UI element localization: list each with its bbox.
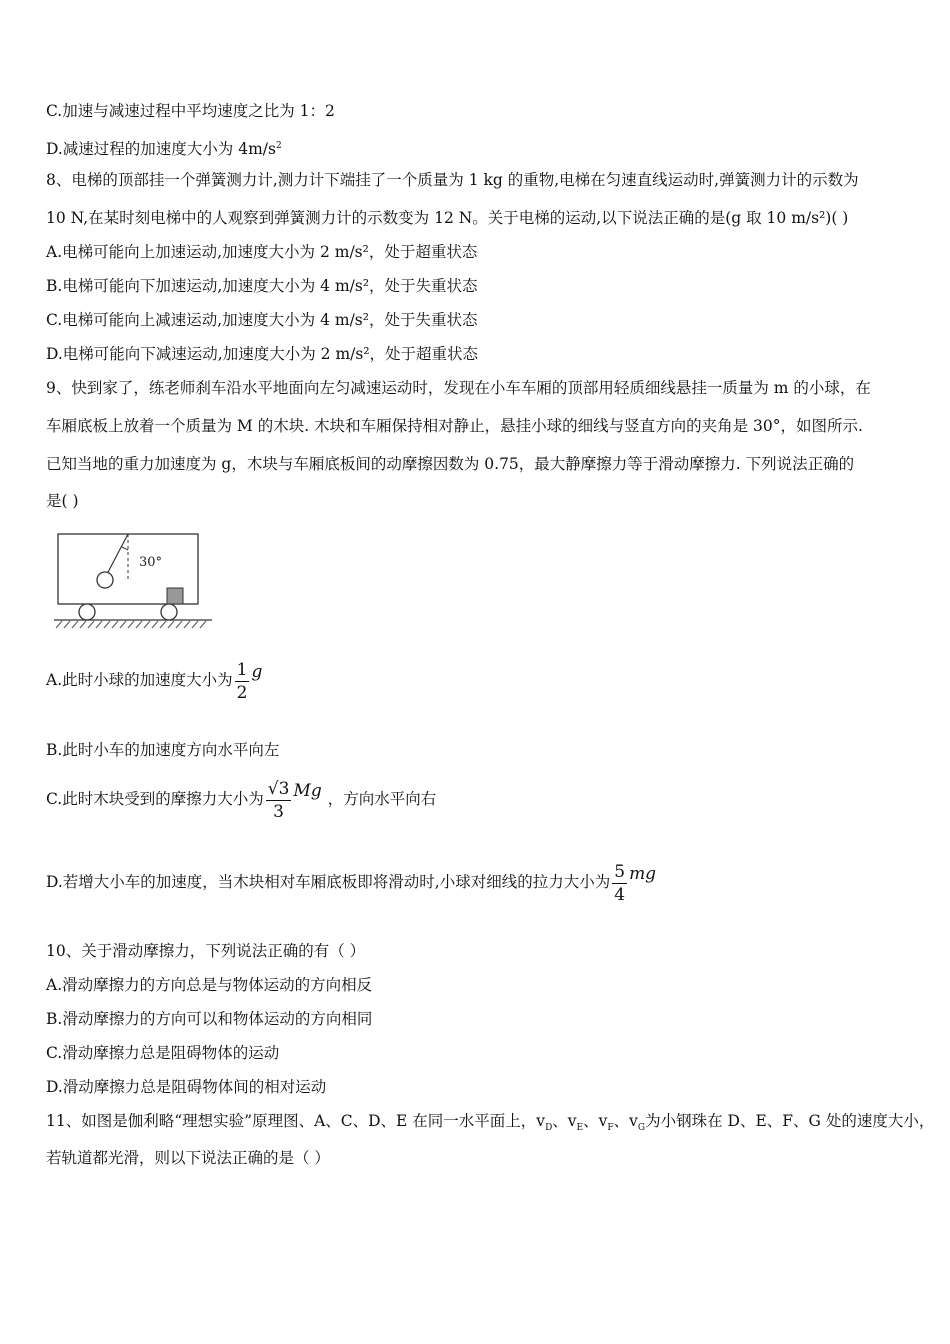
q8-option-b: B.电梯可能向下加速运动,加速度大小为 4 m/s²，处于失重状态 [46, 277, 478, 295]
variable-mg: Mg [293, 781, 322, 801]
denominator: 4 [614, 884, 626, 905]
q10-option-b: B.滑动摩擦力的方向可以和物体运动的方向相同 [46, 1010, 373, 1028]
q10-option-a: A.滑动摩擦力的方向总是与物体运动的方向相反 [46, 976, 373, 994]
q9-option-a-text: A.此时小球的加速度大小为 [46, 671, 233, 689]
q11-stem-line1: 11、如图是伽利略“理想实验”原理图、A、C、D、E 在同一水平面上，$v_D$、$v_E$、$v_F$、$v_G$为小钢珠在 D、E、F、G 处的速度大小， [46, 1112, 935, 1134]
q7-option-c: C.加速与减速过程中平均速度之比为 1：2 [46, 102, 335, 120]
q9-option-c-text: C.此时木块受到的摩擦力大小为 [46, 790, 264, 808]
numerator: √3 [267, 778, 290, 799]
q10-stem: 10、关于滑动摩擦力，下列说法正确的有（ ） [46, 942, 366, 960]
q9-option-b: B.此时小车的加速度方向水平向左 [46, 741, 280, 759]
radicand: 3 [278, 778, 290, 799]
q10-option-c: C.滑动摩擦力总是阻碍物体的运动 [46, 1044, 280, 1062]
q11-stem-line2: 若轨道都光滑，则以下说法正确的是（ ） [46, 1149, 330, 1167]
denominator: 2 [236, 682, 248, 703]
numerator: 1 [236, 659, 248, 680]
q9-option-d [46, 856, 656, 908]
subscript-f: F [607, 1123, 614, 1134]
variable-mg: mg [629, 864, 657, 884]
q9-stem-line2: 车厢底板上放着一个质量为 M 的木块. 木块和车厢保持相对静止，悬挂小球的细线与竖直方向的夹角是 30°，如图所示. [46, 417, 863, 435]
fraction-one-half [235, 659, 250, 704]
q8-stem-line2: 10 N,在某时刻电梯中的人观察到弹簧测力计的示数变为 12 N。关于电梯的运动,以下说法正确的是(g 取 10 m/s²)( ) [46, 209, 849, 227]
q9-option-a [46, 656, 262, 704]
q11-stem-pre: 11、如图是伽利略“理想实验”原理图、A、C、D、E 在同一水平面上，v [46, 1112, 546, 1130]
q8-stem-line1: 8、电梯的顶部挂一个弹簧测力计,测力计下端挂了一个质量为 1 kg 的重物,电梯在匀速直线运动时,弹簧测力计的示数为 [46, 171, 859, 189]
q9-option-d-text: D.若增大小车的加速度，当木块相对车厢底板即将滑动时,小球对细线的拉力大小为 [46, 873, 611, 891]
q10-option-d: D.滑动摩擦力总是阻碍物体间的相对运动 [46, 1078, 327, 1096]
q7-option-d-text: D.减速过程的加速度大小为 4m/s [46, 140, 276, 159]
q11-stem-post: 为小钢珠在 D、E、F、G 处的速度大小， [645, 1112, 935, 1130]
left-wheel [79, 604, 95, 620]
denominator: 3 [273, 801, 284, 822]
fraction-five-fourths [612, 861, 627, 906]
ground-hatching [56, 621, 206, 628]
hanging-ball [97, 572, 113, 588]
q9-option-c [46, 773, 436, 825]
wooden-block [167, 588, 183, 604]
subscript-e: E [576, 1123, 584, 1134]
q9-cart-figure [50, 530, 215, 632]
right-wheel [161, 604, 177, 620]
subscript-g: G [637, 1123, 646, 1134]
q9-stem-line4: 是( ) [46, 492, 79, 510]
pendulum-string [106, 534, 128, 576]
superscript: 2 [275, 141, 282, 151]
angle-label: 30° [139, 555, 163, 570]
q9-option-c-tail: ，方向水平向右 [327, 790, 437, 808]
subscript-d: D [545, 1123, 553, 1134]
angle-arc [122, 547, 128, 550]
variable-g: g [251, 662, 263, 682]
numerator: 5 [614, 861, 626, 882]
q8-option-a: A.电梯可能向上加速运动,加速度大小为 2 m/s²，处于超重状态 [46, 243, 478, 261]
q8-option-d: D.电梯可能向下减速运动,加速度大小为 2 m/s²，处于超重状态 [46, 345, 479, 363]
q9-stem-line1: 9、快到家了，练老师刹车沿水平地面向左匀减速运动时，发现在小车车厢的顶部用轻质细线悬挂一质量为 m 的小球，在 [46, 379, 871, 397]
q7-option-d [46, 136, 282, 159]
q9-stem-line3: 已知当地的重力加速度为 g，木块与车厢底板间的动摩擦因数为 0.75，最大静摩擦力等于滑动摩擦力. 下列说法正确的 [46, 455, 855, 473]
fraction-sqrt3-over-3 [266, 778, 292, 823]
q8-option-c: C.电梯可能向上减速运动,加速度大小为 4 m/s²，处于失重状态 [46, 311, 478, 329]
